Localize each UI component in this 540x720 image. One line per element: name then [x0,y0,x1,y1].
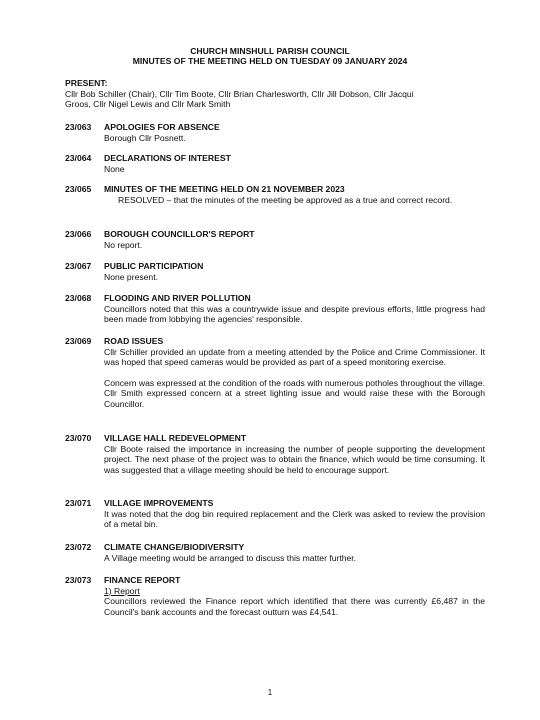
item-number: 23/064 [65,153,92,163]
minute-item-borough-report [65,229,485,250]
item-heading: PUBLIC PARTICIPATION [104,261,204,271]
minutes-title: MINUTES OF THE MEETING HELD ON TUESDAY 09 JANUARY 2024 [132,56,408,66]
item-text: Borough Cllr Posnett. [104,132,186,143]
council-name: CHURCH MINSHULL PARISH COUNCIL [190,46,350,56]
item-text: None present. [104,271,158,282]
item-number: 23/071 [65,498,92,508]
minute-item-village-improvements [65,498,485,530]
minute-item-climate-change [65,542,485,563]
item-number: 23/068 [65,293,92,303]
item-heading: VILLAGE IMPROVEMENTS [104,498,214,508]
present-section [65,78,485,110]
item-number: 23/063 [65,122,92,132]
item-number: 23/070 [65,433,92,443]
item-text: Concern was expressed at the condition of the roads with numerous potholes throughout the village. Cllr Smith expressed concern at a street lighting issue and would raise these with the Borough Councillor. [104,377,485,409]
item-heading: BOROUGH COUNCILLOR'S REPORT [104,229,255,239]
item-heading: CLIMATE CHANGE/BIODIVERSITY [104,542,245,552]
item-text: Councillors reviewed the Finance report which identified that there was currently £6,487 in the Council's bank accounts and the forecast outturn was £4,541. [104,596,485,617]
item-number: 23/067 [65,261,92,271]
item-text: Cllr Boote raised the importance in increasing the number of people supporting the development project. The next phase of the project was to obtain the finance, which would be time consuming. It was suggested that a village meeting should be held to encourage support. [104,443,485,475]
item-text: Cllr Schiller provided an update from a meeting attended by the Police and Crime Commissioner. It was hoped that speed cameras would be provided as part of a speed monitoring exercise. [104,346,485,367]
item-number: 23/065 [65,184,92,194]
minute-item-declarations [65,153,485,174]
item-number: 23/072 [65,542,92,552]
page-number: 1 [267,688,273,697]
minute-item-public-participation [65,261,485,282]
present-line-2: Groos, Cllr Nigel Lewis and Cllr Mark Smith [65,99,231,109]
item-heading: VILLAGE HALL REDEVELOPMENT [104,433,247,443]
present-line-1: Cllr Bob Schiller (Chair), Cllr Tim Boote, Cllr Brian Charlesworth, Cllr Jill Dobson, Cllr Jacqui [65,88,414,99]
item-text: Councillors noted that this was a countrywide issue and despite previous efforts, little progress had been made from lobbying the agencies' responsible. [104,303,485,324]
minute-item-previous-minutes [65,184,485,205]
item-text: None [104,163,125,174]
item-heading: DECLARATIONS OF INTEREST [104,153,231,163]
item-number: 23/073 [65,575,92,585]
item-text: It was noted that the dog bin required replacement and the Clerk was asked to review the provision of a metal bin. [104,508,485,529]
minute-item-flooding [65,293,485,325]
item-heading: FLOODING AND RIVER POLLUTION [104,293,251,303]
item-number: 23/069 [65,336,92,346]
minute-item-apologies [65,122,485,143]
item-heading: MINUTES OF THE MEETING HELD ON 21 NOVEMBER 2023 [104,184,345,194]
item-heading: APOLOGIES FOR ABSENCE [104,122,220,132]
item-text: No report. [104,239,143,250]
minute-item-village-hall [65,433,485,475]
item-text: RESOLVED – that the minutes of the meeting be approved as a true and correct record. [118,194,453,205]
item-heading: FINANCE REPORT [104,575,181,585]
item-heading: ROAD ISSUES [104,336,164,346]
minute-item-finance-report [65,575,485,617]
item-subheading: 1) Report [104,585,140,596]
item-text: A Village meeting would be arranged to discuss this matter further. [104,552,357,563]
minute-item-road-issues [65,336,485,409]
item-number: 23/066 [65,229,92,239]
present-label: PRESENT: [65,78,108,88]
